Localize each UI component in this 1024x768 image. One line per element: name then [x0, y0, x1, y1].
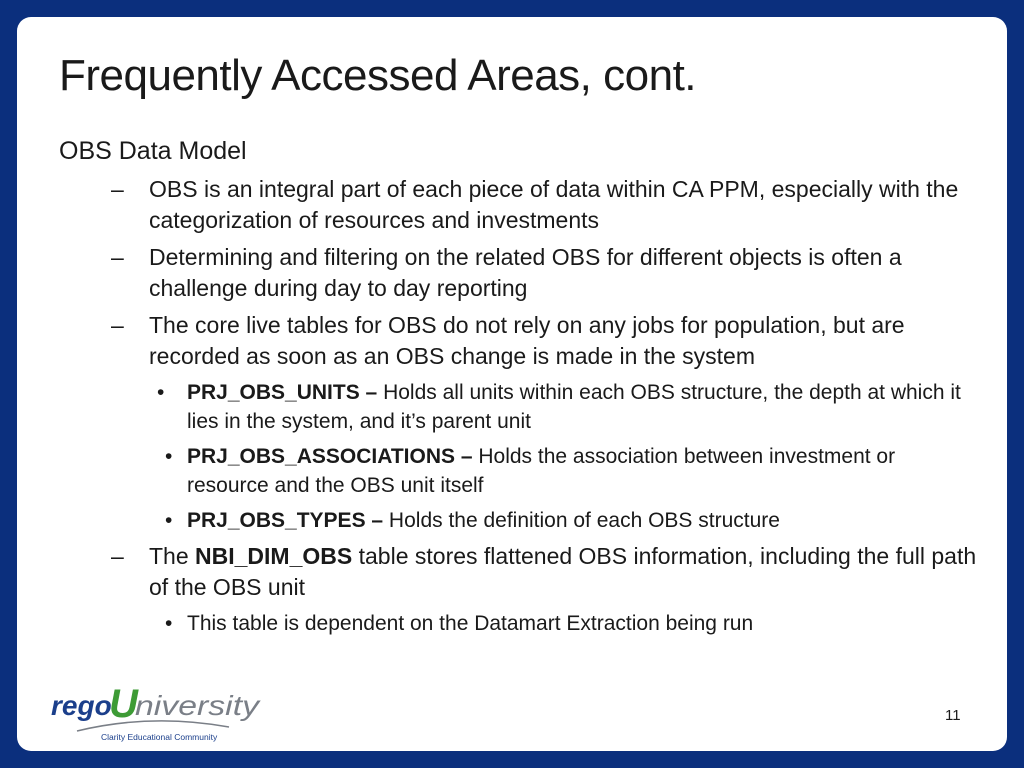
- logo-text-u: U: [109, 682, 138, 726]
- bullet-marker: •: [157, 381, 165, 404]
- section-heading: OBS Data Model: [59, 137, 247, 165]
- table-name: PRJ_OBS_TYPES –: [187, 509, 384, 532]
- sub-list-item: [59, 442, 979, 500]
- list-item: [59, 541, 979, 603]
- item-text: OBS is an integral part of each piece of data within CA PPM, especially with the categorization of resources and investments: [149, 176, 959, 233]
- bullet-marker: •: [165, 445, 173, 468]
- list-item: [59, 174, 979, 236]
- sub-list-item: [59, 609, 979, 638]
- table-name: PRJ_OBS_ASSOCIATIONS –: [187, 445, 473, 468]
- slide-content: [59, 137, 979, 644]
- logo-text-niversity: niversity: [135, 690, 261, 721]
- item-text: This table is dependent on the Datamart Extraction being run: [187, 612, 754, 635]
- table-name: NBI_DIM_OBS: [195, 543, 353, 569]
- list-item: [59, 310, 979, 372]
- item-text: Holds all units within each OBS structure, the depth at which it lies in the system, and it’s parent unit: [187, 381, 961, 433]
- rego-university-logo: [51, 677, 261, 743]
- dash-marker: –: [111, 244, 124, 270]
- dash-marker: –: [111, 543, 124, 569]
- sub-list-item: [59, 378, 979, 436]
- item-text: table stores flattened OBS information, including the full path of the OBS unit: [149, 543, 977, 600]
- slide-number: 11: [945, 707, 961, 724]
- logo-tagline: Clarity Educational Community: [101, 732, 218, 742]
- bullet-marker: •: [165, 509, 173, 532]
- table-name: PRJ_OBS_UNITS –: [187, 381, 378, 404]
- list-item: [59, 242, 979, 304]
- logo-swoosh: [77, 721, 229, 731]
- bullet-marker: •: [165, 612, 173, 635]
- item-text: Holds the association between investment or resource and the OBS unit itself: [187, 445, 896, 497]
- dash-marker: –: [111, 312, 124, 338]
- logo-text-rego: rego: [51, 690, 112, 721]
- slide: [17, 17, 1007, 751]
- item-text: Determining and filtering on the related OBS for different objects is often a challenge during day to day reporting: [149, 244, 902, 301]
- slide-title: Frequently Accessed Areas, cont.: [59, 51, 697, 100]
- dash-marker: –: [111, 176, 124, 202]
- item-prefix: The: [149, 543, 196, 569]
- item-text: Holds the definition of each OBS structure: [383, 509, 780, 532]
- sub-list-item: [59, 506, 979, 535]
- item-text: The core live tables for OBS do not rely on any jobs for population, but are recorded as soon as an OBS change is made in the system: [149, 312, 905, 369]
